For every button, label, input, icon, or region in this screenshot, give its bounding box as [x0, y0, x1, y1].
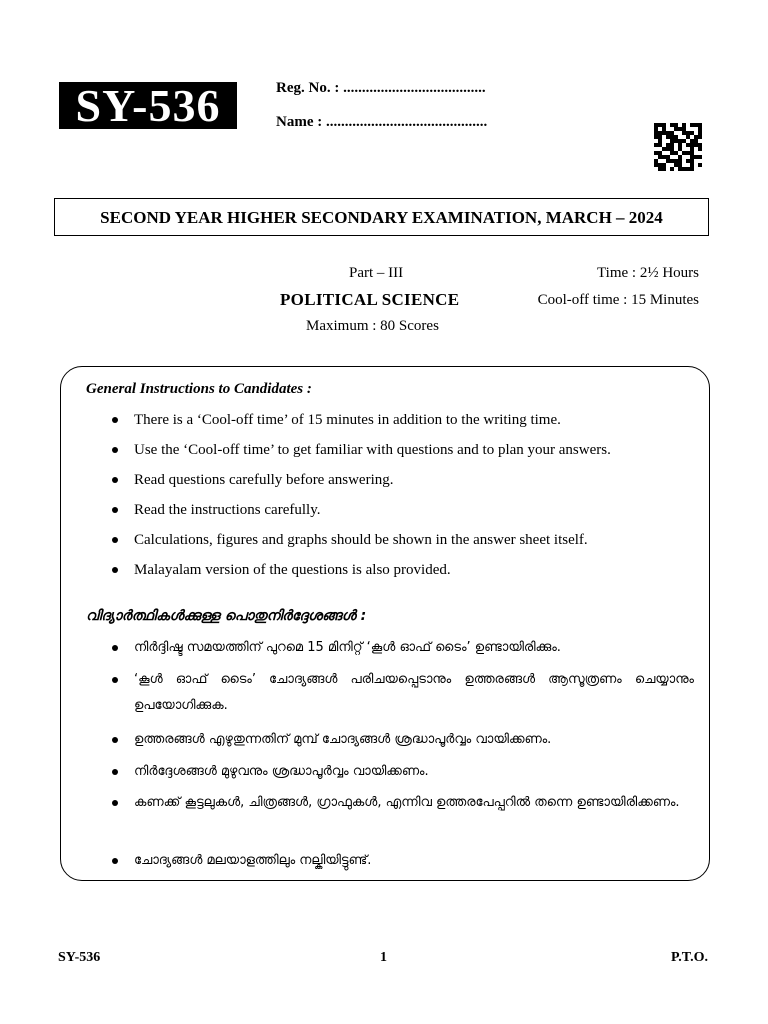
malayalam-instruction-item: ഉത്തരങ്ങൾ എഴുതുന്നതിന് മുമ്പ് ചോദ്യങ്ങൾ ശ്രദ്ധാപൂർവ്വം വായിക്കണം.	[134, 732, 552, 747]
name-field: Name : ...........................................	[276, 114, 488, 130]
bullet-icon	[112, 677, 118, 683]
instruction-item: Use the ‘Cool-off time’ to get familiar with questions and to plan your answers.	[134, 442, 611, 458]
footer-paper-code: SY-536	[58, 950, 101, 965]
subject-title: POLITICAL SCIENCE	[280, 290, 460, 309]
page-number: 1	[380, 950, 387, 965]
malayalam-instruction-item: നിർദ്ദിഷ്ട സമയത്തിന് പുറമെ 15 മിനിറ്റ് ‘കൂൾ ഓഫ് ടൈം’ ഉണ്ടായിരിക്കും.	[134, 640, 561, 655]
malayalam-instruction-item: ചോദ്യങ്ങൾ മലയാളത്തിലും നല്കിയിട്ടുണ്ട്.	[134, 853, 372, 868]
bullet-icon	[112, 537, 118, 543]
instruction-item: Malayalam version of the questions is also provided.	[134, 562, 451, 578]
pto-label: P.T.O.	[671, 950, 708, 965]
bullet-icon	[112, 858, 118, 864]
qr-code-icon	[654, 123, 702, 171]
paper-code: SY-536	[59, 82, 237, 129]
reg-no-field: Reg. No. : ......................................	[276, 80, 486, 96]
instruction-item: There is a ‘Cool-off time’ of 15 minutes in addition to the writing time.	[134, 412, 561, 428]
bullet-icon	[112, 769, 118, 775]
instruction-item: Read the instructions carefully.	[134, 502, 321, 518]
cool-off-time: Cool-off time : 15 Minutes	[537, 292, 699, 308]
maximum-scores: Maximum : 80 Scores	[306, 318, 439, 334]
english-instructions-heading: General Instructions to Candidates :	[86, 381, 312, 397]
bullet-icon	[112, 447, 118, 453]
bullet-icon	[112, 645, 118, 651]
bullet-icon	[112, 567, 118, 573]
instruction-item: Read questions carefully before answering.	[134, 472, 394, 488]
bullet-icon	[112, 477, 118, 483]
instruction-item: Calculations, figures and graphs should be shown in the answer sheet itself.	[134, 532, 588, 548]
malayalam-instruction-item: നിർദ്ദേശങ്ങൾ മുഴുവനും ശ്രദ്ധാപൂർവ്വം വായിക്കണം.	[134, 764, 429, 779]
bullet-icon	[112, 737, 118, 743]
time-allowed: Time : 2½ Hours	[597, 265, 699, 281]
malayalam-instructions-heading: വിദ്യാർത്ഥികൾക്കുള്ള പൊതുനിർദ്ദേശങ്ങൾ :	[86, 608, 367, 624]
bullet-icon	[112, 507, 118, 513]
bullet-icon	[112, 417, 118, 423]
malayalam-instruction-item: കണക്ക് കൂട്ടലുകൾ, ചിത്രങ്ങൾ, ഗ്രാഫുകൾ, എന്നിവ ഉത്തരപേപ്പറിൽ തന്നെ ഉണ്ടായിരിക്കണം.	[134, 795, 680, 810]
part-label: Part – III	[349, 265, 404, 281]
exam-title: SECOND YEAR HIGHER SECONDARY EXAMINATION, MARCH – 2024	[54, 198, 709, 236]
bullet-icon	[112, 800, 118, 806]
malayalam-instruction-item: ‘കൂൾ ഓഫ് ടൈം’ ചോദ്യങ്ങൾ പരിചയപ്പെടാനും ഉത്തരങ്ങൾ ആസൂത്രണം ചെയ്യാനും ഉപയോഗിക്കുക.	[134, 672, 694, 713]
